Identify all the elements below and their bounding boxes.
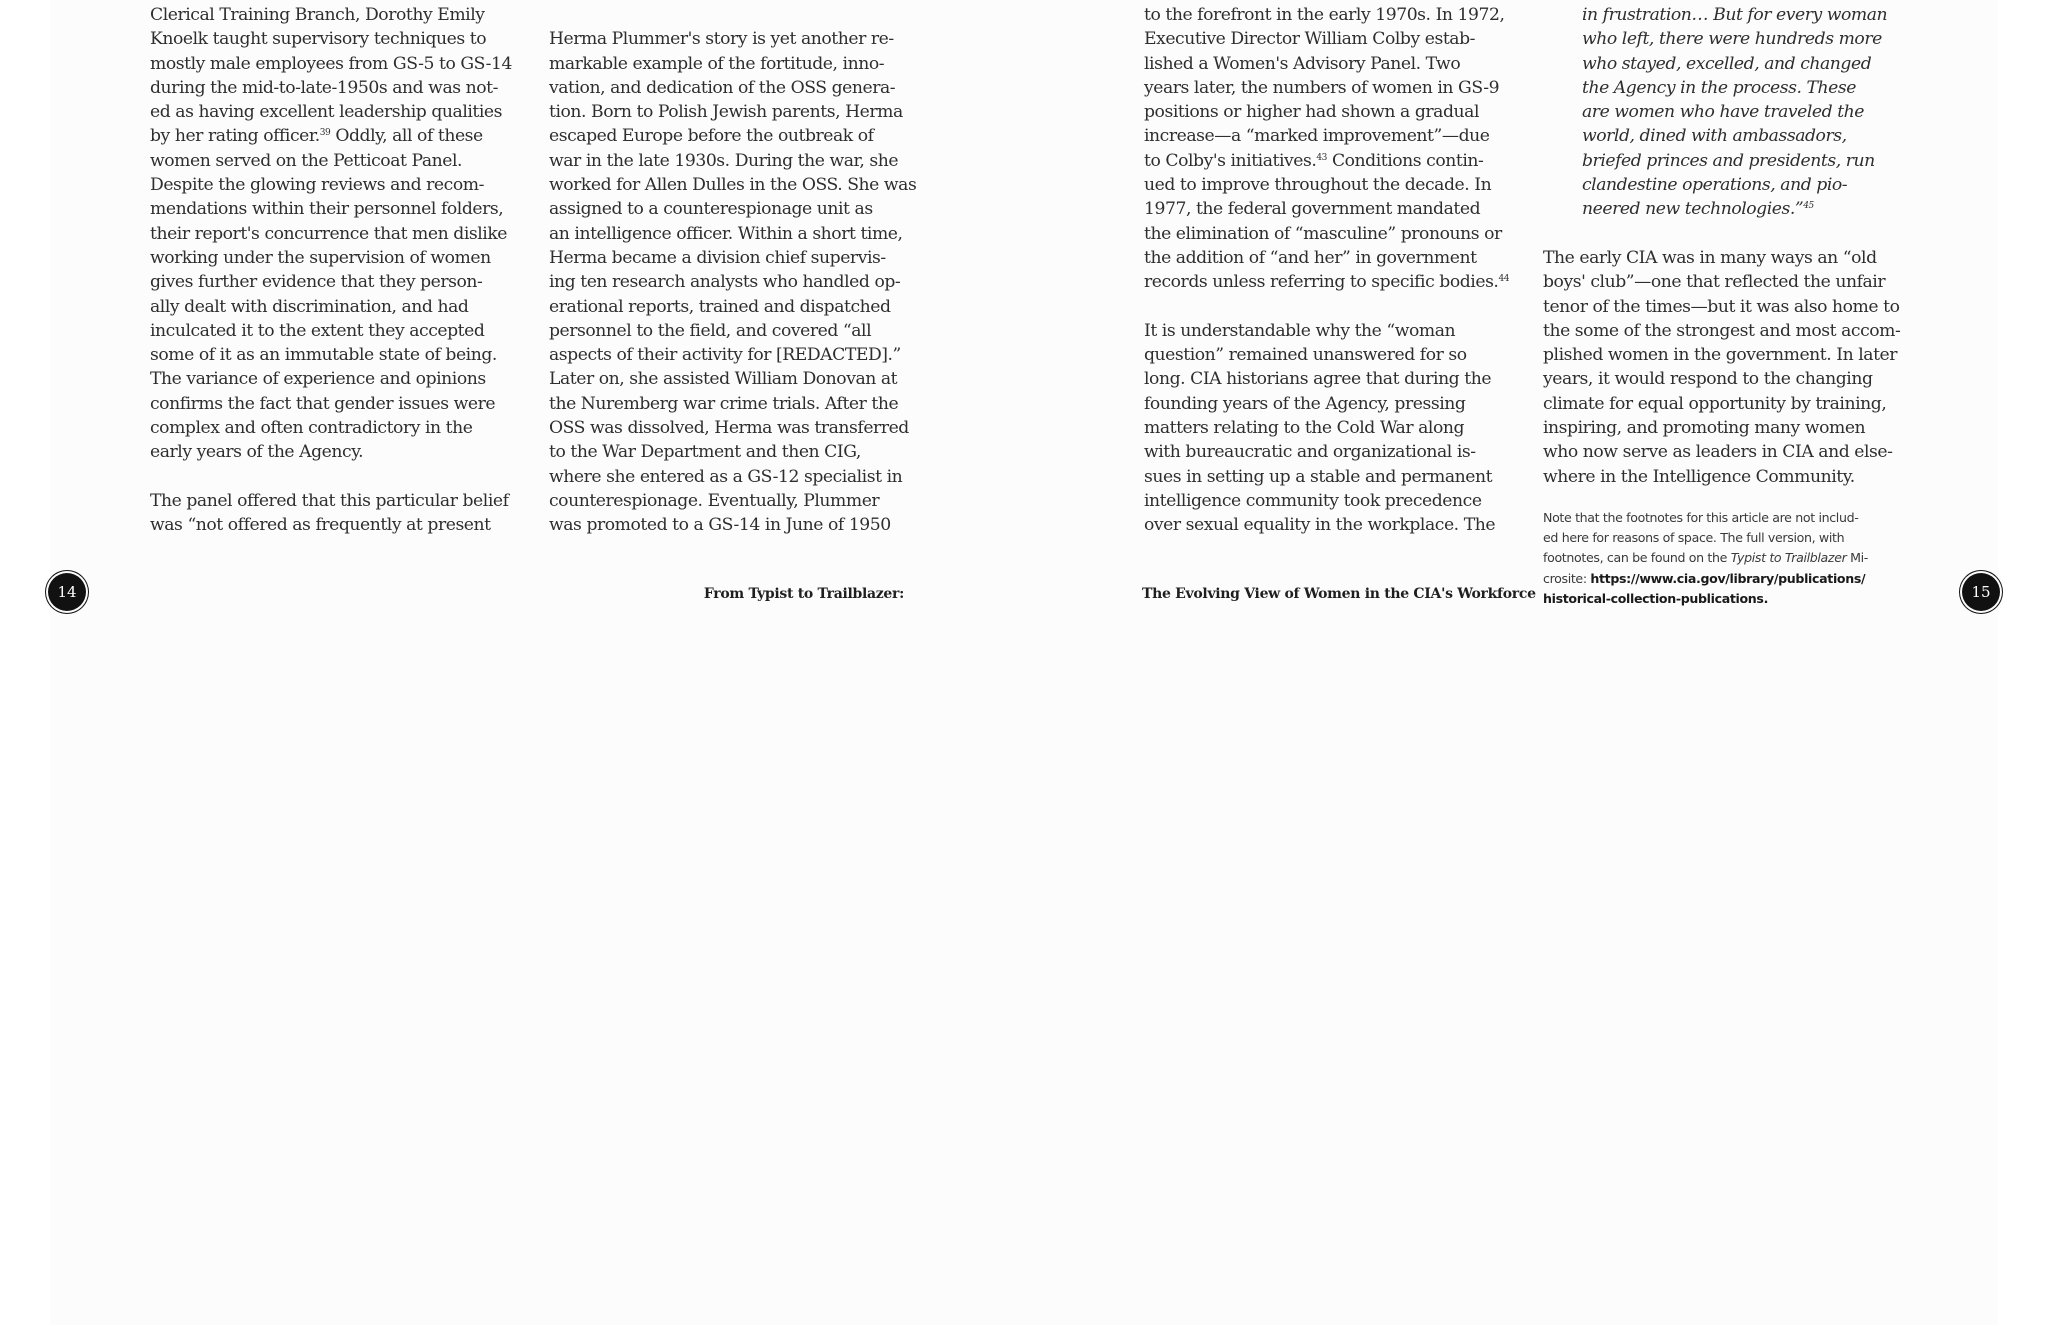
text-line: the elimination of “masculine” pronouns or: [1144, 223, 1502, 244]
text-line: increase—a “marked improvement”—due: [1144, 126, 1490, 147]
text-line: tenor of the times—but it was also home to: [1543, 296, 1900, 317]
paragraph-break: [150, 465, 522, 489]
text-line: vation, and dedication of the OSS genera-: [549, 77, 896, 98]
text-line: where she entered as a GS-12 specialist in: [549, 466, 903, 487]
text-line: [150, 124, 522, 148]
text-line: where in the Intelligence Community.: [1543, 466, 1855, 487]
text-line: [1144, 149, 1516, 173]
text-line: Later on, she assisted William Donovan at: [549, 369, 898, 390]
text-line: climate for equal opportunity by training,: [1543, 393, 1887, 414]
text-line: Herma became a division chief supervis-: [549, 247, 886, 268]
text-line: question” remained unanswered for so: [1144, 345, 1467, 366]
microsite-title: Typist to Trailblazer: [1730, 550, 1847, 566]
text-line: complex and often contradictory in the: [150, 418, 473, 439]
page-number-left: 14: [48, 573, 86, 611]
running-head-left: From Typist to Trailblazer:: [703, 586, 904, 602]
quote-line: in frustration… But for every woman: [1582, 5, 1888, 25]
paragraph-break: [549, 3, 921, 27]
quote-line: briefed princes and presidents, run: [1582, 150, 1875, 171]
text-line: plished women in the government. In later: [1543, 345, 1898, 366]
text-line: positions or higher had shown a gradual: [1144, 102, 1479, 123]
text-line: inspiring, and promoting many women: [1543, 418, 1866, 439]
pull-quote: [1543, 3, 1915, 222]
text-line: boys' club”—one that reflected the unfair: [1543, 272, 1886, 293]
paragraph-break: [1543, 222, 1915, 246]
text-line: was “not offered as frequently at present: [150, 515, 491, 536]
quote-line: who stayed, excelled, and changed: [1582, 53, 1872, 74]
text-line: some of it as an immutable state of being.: [150, 345, 497, 366]
text-line: sues in setting up a stable and permanent: [1144, 466, 1493, 487]
text-line: The early CIA was in many ways an “old: [1543, 247, 1877, 268]
text-line: inculcated it to the extent they accepted: [150, 320, 485, 341]
text-line: war in the late 1930s. During the war, she: [549, 150, 899, 171]
footnote-ref: 44: [1498, 274, 1510, 285]
text-line: OSS was dissolved, Herma was transferred: [549, 418, 909, 439]
text-line: lished a Women's Advisory Panel. Two: [1144, 53, 1461, 74]
page-number-right: 15: [1962, 573, 2000, 611]
quote-line: the Agency in the process. These: [1582, 77, 1856, 98]
text-fragment: Conditions contin-: [1326, 150, 1484, 171]
text-line: was promoted to a GS-14 in June of 1950: [549, 515, 891, 536]
text-line: the Nuremberg war crime trials. After the: [549, 393, 899, 414]
text-line: to the War Department and then CIG,: [549, 442, 861, 463]
footnote-line: ed here for reasons of space. The full version, with: [1543, 530, 1845, 546]
text-line: worked for Allen Dulles in the OSS. She was: [549, 175, 917, 196]
text-line: their report's concurrence that men dislike: [150, 223, 508, 244]
text-line: early years of the Agency.: [150, 442, 364, 463]
text-line: the some of the strongest and most accom-: [1543, 320, 1901, 341]
text-line: the addition of “and her” in government: [1144, 247, 1477, 268]
text-line: working under the supervision of women: [150, 247, 491, 268]
text-fragment: records unless referring to specific bodies.: [1144, 272, 1499, 293]
text-line: women served on the Petticoat Panel.: [150, 150, 463, 171]
text-line: ed as having excellent leadership qualities: [150, 102, 503, 123]
text-line: over sexual equality in the workplace. The: [1144, 515, 1496, 536]
text-line: gives further evidence that they person-: [150, 272, 483, 293]
footnote-ref: 43: [1316, 152, 1327, 163]
text-line: tion. Born to Polish Jewish parents, Herma: [549, 102, 903, 123]
text-line: intelligence community took precedence: [1144, 490, 1482, 511]
text-line: long. CIA historians agree that during the: [1144, 369, 1492, 390]
text-fragment: by her rating officer.: [150, 126, 320, 147]
text-line: aspects of their activity for [REDACTED].”: [549, 345, 901, 366]
quote-line: world, dined with ambassadors,: [1582, 126, 1847, 147]
text-line: ued to improve throughout the decade. In: [1144, 175, 1492, 196]
footnote-ref: 39: [319, 128, 331, 139]
text-fragment: Mi-: [1846, 550, 1868, 566]
text-line: an intelligence officer. Within a short time,: [549, 223, 903, 244]
text-line: assigned to a counterespionage unit as: [549, 199, 873, 220]
text-line: markable example of the fortitude, inno-: [549, 53, 885, 74]
quote-line: who left, there were hundreds more: [1582, 29, 1882, 50]
footnote-line: [1543, 589, 1923, 609]
footnote-line: [1543, 548, 1923, 568]
text-line: Herma Plummer's story is yet another re-: [549, 29, 894, 50]
left-page-column-2: [549, 3, 921, 538]
text-line: during the mid-to-late-1950s and was not-: [150, 77, 498, 98]
text-line: [1144, 270, 1516, 294]
text-line: who now serve as leaders in CIA and else-: [1543, 442, 1893, 463]
text-line: erational reports, trained and dispatched: [549, 296, 891, 317]
footnote-ref: 45: [1803, 201, 1814, 212]
left-page-column-1: [150, 3, 522, 538]
text-fragment: neered new technologies.”: [1582, 199, 1804, 220]
text-line: with bureaucratic and organizational is-: [1144, 442, 1476, 463]
text-line: Knoelk taught supervisory techniques to: [150, 29, 487, 50]
text-fragment: crosite:: [1543, 570, 1591, 586]
text-line: years, it would respond to the changing: [1543, 369, 1873, 390]
paragraph-break: [1144, 295, 1516, 319]
quote-line: are women who have traveled the: [1582, 102, 1864, 123]
footnote-line: Note that the footnotes for this article are not includ-: [1543, 510, 1859, 525]
text-fragment: to Colby's initiatives.: [1144, 150, 1317, 171]
running-head-right: The Evolving View of Women in the CIA's Workforce: [1142, 586, 1536, 602]
text-line: founding years of the Agency, pressing: [1144, 393, 1466, 414]
text-line: years later, the numbers of women in GS-9: [1144, 77, 1500, 98]
text-line: escaped Europe before the outbreak of: [549, 126, 874, 147]
text-line: matters relating to the Cold War along: [1144, 418, 1465, 439]
text-line: personnel to the field, and covered “all: [549, 320, 872, 341]
text-line: mostly male employees from GS-5 to GS-14: [150, 53, 512, 74]
text-line: Despite the glowing reviews and recom-: [150, 175, 484, 196]
text-fragment: footnotes, can be found on the: [1543, 550, 1731, 566]
text-line: counterespionage. Eventually, Plummer: [549, 490, 880, 511]
microsite-link[interactable]: https://www.cia.gov/library/publications/: [1590, 570, 1866, 586]
text-line: mendations within their personnel folders,: [150, 199, 504, 220]
text-fragment: Oddly, all of these: [330, 126, 483, 147]
text-line: Executive Director William Colby estab-: [1144, 29, 1476, 50]
footnote-line: [1543, 569, 1923, 589]
text-line: ing ten research analysts who handled op-: [549, 272, 901, 293]
text-line: 1977, the federal government mandated: [1144, 199, 1481, 220]
text-line: confirms the fact that gender issues were: [150, 393, 496, 414]
right-page-column-1: [1144, 3, 1516, 538]
footnote-note: [1543, 508, 1923, 609]
text-line: ally dealt with discrimination, and had: [150, 296, 469, 317]
text-line: Clerical Training Branch, Dorothy Emily: [150, 5, 485, 25]
text-line: The variance of experience and opinions: [150, 369, 486, 390]
text-line: to the forefront in the early 1970s. In 1972,: [1144, 5, 1505, 25]
microsite-link-cont[interactable]: historical-collection-publications.: [1543, 590, 1769, 606]
quote-line: clandestine operations, and pio-: [1582, 175, 1848, 196]
text-line: It is understandable why the “woman: [1144, 320, 1456, 341]
text-line: The panel offered that this particular belief: [150, 490, 509, 511]
right-page-column-2: [1543, 3, 1915, 489]
quote-line: [1582, 197, 1915, 221]
